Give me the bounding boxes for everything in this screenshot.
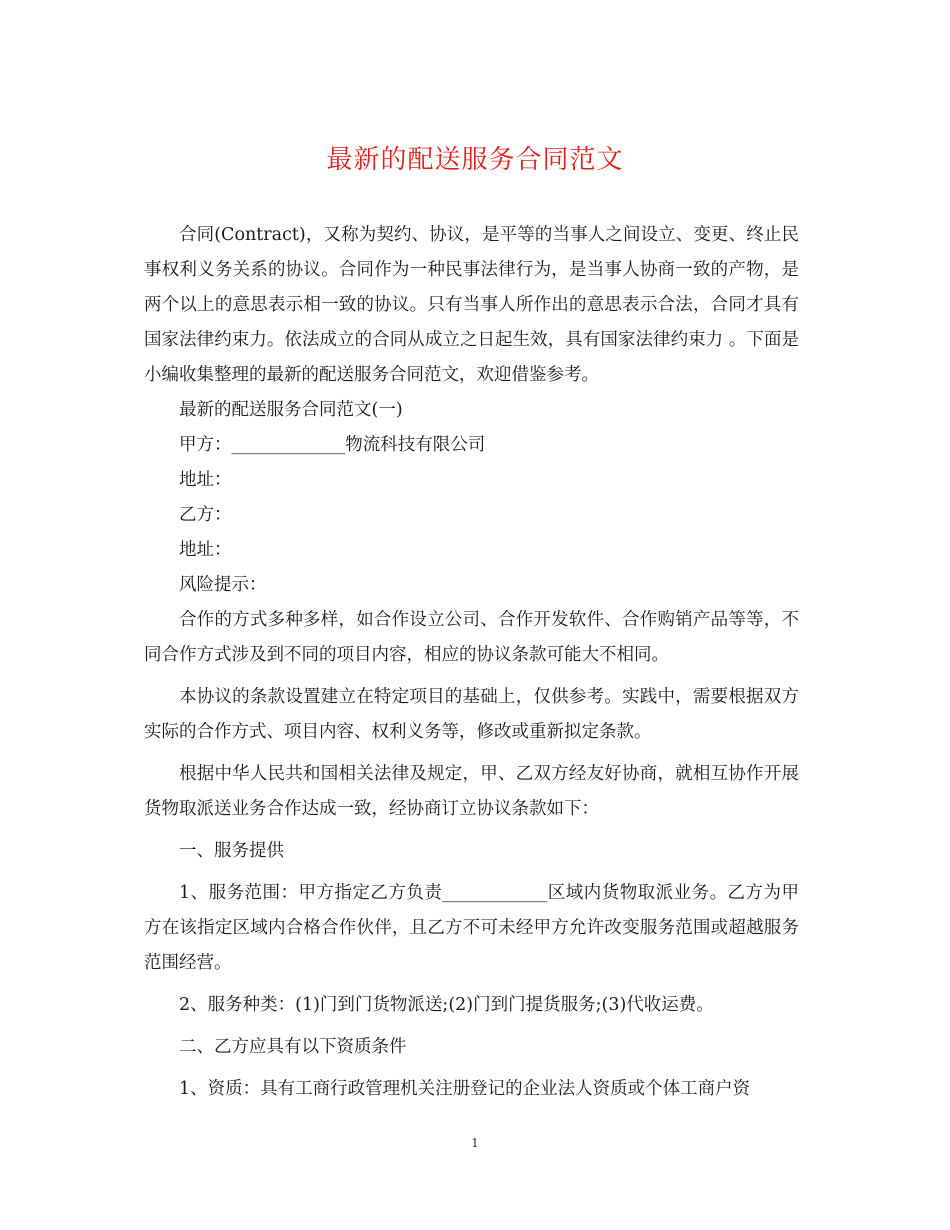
document-body: [144, 218, 799, 1107]
document-title: 最新的配送服务合同范文: [326, 145, 624, 175]
paragraph-clause-1-1: 1、服务范围：甲方指定乙方负责____________区域内货物取派业务。乙方为甲方在该指定区域内合格合作伙伴，且乙方不可未经甲方允许改变服务范围或超越服务范围经营。: [144, 883, 799, 973]
paragraph-risk-2: 本协议的条款设置建立在特定项目的基础上，仅供参考。实践中，需要根据双方实际的合作方式、项目内容、权利义务等，修改或重新拟定条款。: [144, 687, 799, 742]
paragraph-address-b: 地址：: [179, 540, 232, 560]
page-number: 1: [471, 1136, 479, 1150]
paragraph-party-a: 甲方：_____________物流科技有限公司: [179, 435, 486, 455]
paragraph-address-a: 地址：: [179, 470, 232, 490]
paragraph-clause-1-2: 2、服务种类：(1)门到门货物派送;(2)门到门提货服务;(3)代收运费。: [179, 995, 714, 1015]
paragraph-preamble: 根据中华人民共和国相关法律及规定，甲、乙双方经友好协商，就相互协作开展货物取派送业务合作达成一致，经协商订立协议条款如下：: [144, 764, 799, 819]
paragraph-risk-1: 合作的方式多种多样，如合作设立公司、合作开发软件、合作购销产品等等，不同合作方式涉及到不同的项目内容，相应的协议条款可能大不相同。: [144, 610, 799, 665]
paragraph-clause-2-1: 1、资质：具有工商行政管理机关注册登记的企业法人资质或个体工商户资: [179, 1079, 751, 1099]
paragraph-intro: 合同(Contract)，又称为契约、协议，是平等的当事人之间设立、变更、终止民事权利义务关系的协议。合同作为一种民事法律行为，是当事人协商一致的产物，是两个以上的意思表示相一致的协议。只有当事人所作出的意思表示合法，合同才具有国家法律约束力。依法成立的合同从成立之日起生效，具有国家法律约束力 。下面是小编收集整理的最新的配送服务合同范文，欢迎借鉴参考。: [144, 225, 799, 385]
paragraph-clause-1-heading: 一、服务提供: [179, 841, 284, 861]
paragraph-party-b: 乙方：: [179, 505, 232, 525]
paragraph-section-heading: 最新的配送服务合同范文(一): [179, 400, 403, 420]
paragraph-risk-heading: 风险提示：: [179, 575, 267, 595]
paragraph-clause-2-heading: 二、乙方应具有以下资质条件: [179, 1037, 407, 1057]
